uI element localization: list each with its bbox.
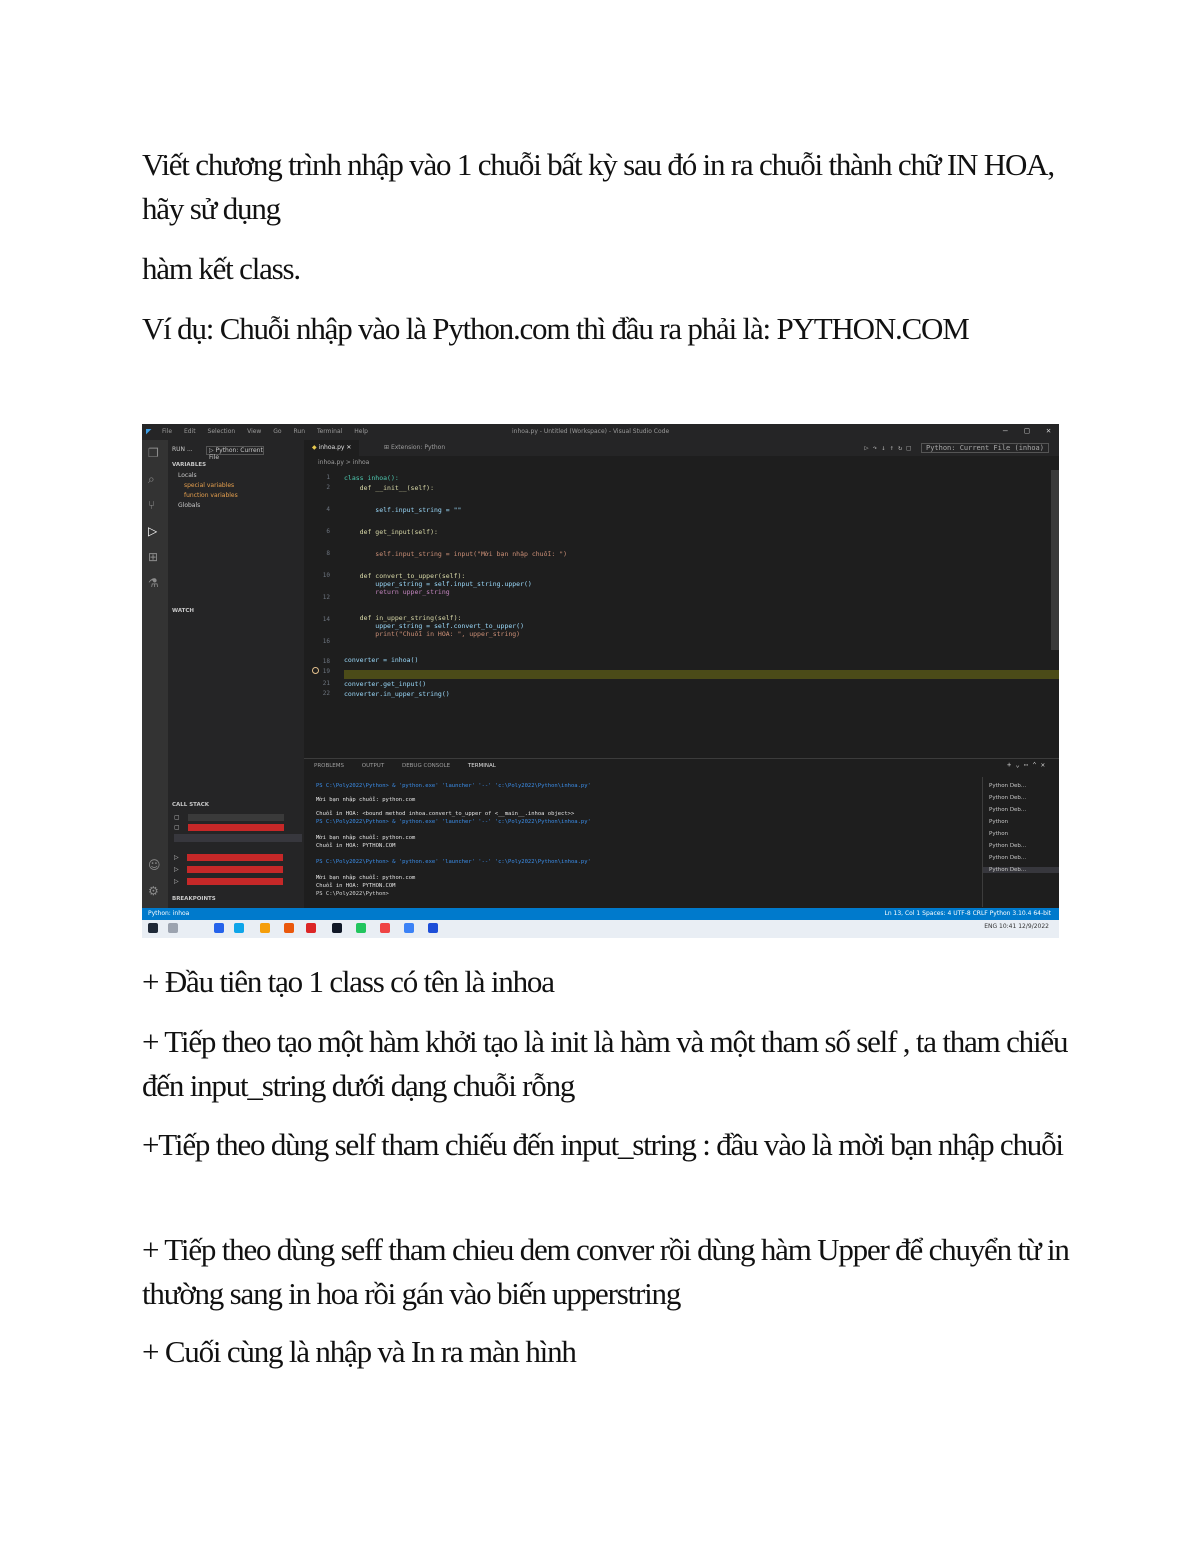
menu-view[interactable]: View — [247, 428, 262, 435]
terminal-line: Mời bạn nhập chuỗi: python.com — [316, 835, 416, 841]
close-panel-icon[interactable]: ✕ — [1040, 761, 1045, 769]
taskbar-app-icon[interactable] — [332, 923, 342, 933]
taskbar-app-icon[interactable] — [234, 923, 244, 933]
call-stack-row[interactable]: ▷ — [174, 878, 302, 886]
maximize-icon[interactable]: □ — [1024, 426, 1030, 435]
tab-label: Extension: Python — [390, 444, 446, 451]
tab-extension[interactable] — [376, 440, 453, 456]
terminal-line: PS C:\Poly2022\Python> & 'python.exe' 'launcher' '--' 'c:\Poly2022\Python\inhoa.py' — [316, 783, 591, 789]
tab-problems[interactable]: PROBLEMS — [314, 763, 345, 769]
terminal-list-item[interactable]: Python Deb... — [989, 855, 1027, 861]
step-out-icon[interactable]: ↑ — [889, 444, 894, 452]
menu-go[interactable]: Go — [273, 428, 282, 435]
function-variables-item[interactable]: function variables — [184, 492, 238, 499]
globals-item[interactable]: Globals — [178, 502, 201, 509]
code-editor — [304, 440, 1059, 750]
menu-terminal[interactable]: Terminal — [316, 428, 343, 435]
env-select[interactable]: Python: Current File (inhoa) — [921, 443, 1049, 453]
extension-icon: ⊞ — [384, 444, 390, 451]
tab-inhoa-py[interactable] — [304, 440, 359, 456]
explorer-icon[interactable]: ❐ — [148, 446, 159, 460]
source-control-icon[interactable]: ⑂ — [148, 498, 156, 512]
python-file-icon: ◆ — [312, 444, 317, 451]
step-input-string: +Tiếp theo dùng self tham chiếu đến input_string : đầu vào là mời bạn nhập chuỗi — [142, 1127, 1063, 1162]
breakpoints-header[interactable]: BREAKPOINTS — [172, 896, 216, 902]
step-print-result: + Cuối cùng là nhập và In ra màn hình — [142, 1334, 576, 1369]
menu-run[interactable]: Run — [293, 428, 306, 435]
terminal-list-item[interactable]: Python Deb... — [983, 867, 1059, 873]
intro-paragraph-class: hàm kết class. — [142, 251, 300, 286]
breakpoint-marker-icon[interactable] — [312, 667, 319, 674]
menu-selection[interactable]: Selection — [207, 428, 236, 435]
terminal-line: Chuỗi in HOA: <bound method inhoa.convert_to_upper of <__main__.inhoa object>> — [316, 811, 575, 817]
close-icon[interactable]: ✕ — [1046, 426, 1051, 435]
title-bar — [142, 424, 1059, 440]
code-line: self.input_string = "" — [344, 506, 462, 514]
activity-bar — [142, 440, 168, 908]
windows-taskbar — [142, 920, 1059, 938]
tab-debug-console[interactable]: DEBUG CONSOLE — [401, 763, 451, 769]
terminal-list-item[interactable]: Python Deb... — [989, 843, 1027, 849]
taskbar-app-icon[interactable] — [428, 923, 438, 933]
step-create-class: + Đầu tiên tạo 1 class có tên là inhoa — [142, 964, 554, 999]
special-variables-item[interactable]: special variables — [184, 482, 235, 489]
stop-icon[interactable]: □ — [906, 444, 911, 452]
bottom-panel — [304, 758, 1059, 909]
close-tab-icon[interactable]: ✕ — [346, 444, 352, 451]
debug-sidebar — [168, 440, 304, 908]
terminal-line: Chuỗi in HOA: PYTHON.COM — [316, 883, 396, 889]
tab-output[interactable]: OUTPUT — [361, 763, 385, 769]
taskbar-app-icon[interactable] — [284, 923, 294, 933]
run-label: RUN ... — [172, 446, 193, 453]
code-line: class inhoa(): — [344, 474, 399, 482]
code-line: def __init__(self): — [344, 484, 435, 492]
call-stack-row[interactable]: ▷ — [174, 854, 302, 862]
more-icon[interactable]: ⋯ — [1023, 761, 1029, 769]
terminal-line: Mời bạn nhập chuỗi: python.com — [316, 875, 416, 881]
panel-tabs — [314, 763, 512, 769]
code-line: upper_string = self.input_string.upper() — [344, 580, 532, 588]
system-tray[interactable]: ENG 10:41 12/9/2022 — [984, 923, 1049, 930]
terminal-list-item[interactable]: Python — [989, 819, 1009, 825]
code-line: def get_input(self): — [344, 528, 438, 536]
variables-header[interactable]: VARIABLES — [172, 462, 207, 468]
editor-tabs — [304, 440, 1059, 456]
status-left[interactable]: Python: inhoa — [148, 910, 190, 917]
taskbar-app-icon[interactable] — [306, 923, 316, 933]
testing-icon[interactable]: ⚗ — [148, 576, 159, 590]
tab-label: inhoa.py — [318, 444, 345, 451]
code-line: converter.get_input() — [344, 680, 427, 688]
step-over-icon[interactable]: ↷ — [872, 444, 878, 452]
extensions-icon[interactable]: ⊞ — [148, 550, 159, 564]
new-terminal-icon[interactable]: + — [1007, 761, 1012, 769]
taskbar-app-icon[interactable] — [214, 923, 224, 933]
code-line: print("Chuỗi in HOA: ", upper_string) — [344, 630, 521, 638]
terminal-line: PS C:\Poly2022\Python> & 'python.exe' 'launcher' '--' 'c:\Poly2022\Python\inhoa.py' — [316, 859, 591, 865]
line-numbers: 1 2 4 6 8 10 12 14 16 18 19 21 22 — [322, 474, 330, 697]
vscode-logo-icon: ◤ — [146, 427, 152, 437]
window-title: inhoa.py - Untitled (Workspace) - Visual Studio Code — [512, 428, 670, 435]
search-icon[interactable]: ⌕ — [148, 472, 155, 486]
status-bar — [142, 908, 1059, 920]
status-right[interactable]: Ln 13, Col 1 Spaces: 4 UTF-8 CRLF Python 3.10.4 64-bit — [884, 910, 1051, 917]
terminal-line: Mời bạn nhập chuỗi: python.com — [316, 797, 416, 803]
code-line: converter.in_upper_string() — [344, 690, 450, 698]
restart-icon[interactable]: ↻ — [898, 444, 903, 452]
panel-tools — [1007, 761, 1045, 769]
editor-scrollbar[interactable] — [1051, 470, 1059, 650]
terminal-line: Chuỗi in HOA: PYTHON.COM — [316, 843, 396, 849]
debug-toolbar — [864, 443, 1049, 453]
run-toolbar — [168, 444, 304, 461]
breadcrumb: inhoa.py > inhoa — [318, 459, 370, 466]
step-convert-upper: + Tiếp theo dùng seff tham chieu dem conver rồi dùng hàm Upper để chuyển từ in thường sang in hoa rồi gán vào biến upperstring — [142, 1232, 1069, 1311]
chevron-down-icon[interactable]: ⌄ — [1015, 761, 1020, 769]
vscode-screenshot — [142, 424, 1059, 938]
code-line: self.input_string = input("Mời bạn nhập chuỗi: ") — [344, 550, 568, 558]
step-into-icon[interactable]: ↓ — [881, 444, 886, 452]
call-stack-row[interactable]: ▷ — [174, 866, 302, 874]
call-stack-row[interactable]: ▢ — [174, 824, 302, 832]
settings-gear-icon[interactable]: ⚙ — [148, 884, 159, 898]
code-line: converter = inhoa() — [344, 656, 419, 664]
run-config-select[interactable]: ▷ Python: Current File — [206, 446, 264, 455]
code-line: return upper_string — [344, 588, 450, 596]
account-icon[interactable]: ☺ — [148, 858, 161, 872]
window-controls — [991, 426, 1051, 435]
terminal-prompt: PS C:\Poly2022\Python> — [316, 891, 389, 897]
call-stack-row[interactable]: ▢ — [174, 814, 302, 822]
taskbar-search-icon[interactable] — [168, 923, 178, 933]
watch-header[interactable]: WATCH — [172, 608, 195, 614]
taskbar-app-icon[interactable] — [260, 923, 270, 933]
menu-file[interactable]: File — [162, 428, 173, 435]
continue-icon[interactable]: ▷ — [864, 444, 869, 452]
menu-bar — [162, 428, 378, 435]
step-init-method: + Tiếp theo tạo một hàm khởi tạo là init là hàm và một tham số self , ta tham chiếu đến input_string dưới dạng chuỗi rỗng — [142, 1024, 1068, 1103]
call-stack-header[interactable]: CALL STACK — [172, 802, 210, 808]
taskbar-app-icon[interactable] — [356, 923, 366, 933]
code-line: def in_upper_string(self): — [344, 614, 462, 622]
terminal-line: PS C:\Poly2022\Python> & 'python.exe' 'launcher' '--' 'c:\Poly2022\Python\inhoa.py' — [316, 819, 591, 825]
terminal-list-item[interactable]: Python — [989, 831, 1009, 837]
taskbar-app-icon[interactable] — [404, 923, 414, 933]
current-line-highlight — [344, 670, 1059, 679]
chevron-up-icon[interactable]: ⌃ — [1032, 761, 1037, 769]
code-line: upper_string = self.convert_to_upper() — [344, 622, 525, 630]
terminal-list-item[interactable]: Python Deb... — [989, 807, 1027, 813]
code-line: def convert_to_upper(self): — [344, 572, 466, 580]
terminal-output[interactable] — [316, 783, 976, 907]
intro-paragraph-task: Viết chương trình nhập vào 1 chuỗi bất kỳ sau đó in ra chuỗi thành chữ IN HOA, hãy sử dụng — [142, 147, 1054, 226]
terminal-list-item[interactable]: Python Deb... — [989, 783, 1027, 789]
tab-terminal[interactable]: TERMINAL — [467, 763, 496, 769]
intro-paragraph-example: Ví dụ: Chuỗi nhập vào là Python.com thì đầu ra phải là: PYTHON.COM — [142, 311, 969, 346]
call-stack-row[interactable] — [174, 844, 302, 852]
locals-item[interactable]: Locals — [178, 472, 197, 479]
run-debug-icon[interactable]: ▷ — [148, 524, 158, 538]
minimize-icon[interactable]: — — [1002, 426, 1008, 435]
terminal-list-item[interactable]: Python Deb... — [989, 795, 1027, 801]
code-area[interactable] — [344, 470, 1059, 750]
start-icon[interactable] — [148, 923, 158, 933]
run-config-label: Python: Current File — [209, 447, 263, 461]
menu-edit[interactable]: Edit — [183, 428, 196, 435]
terminal-list — [982, 777, 1059, 907]
menu-help[interactable]: Help — [354, 428, 368, 435]
taskbar-app-icon[interactable] — [380, 923, 390, 933]
call-stack-row[interactable] — [174, 834, 302, 842]
